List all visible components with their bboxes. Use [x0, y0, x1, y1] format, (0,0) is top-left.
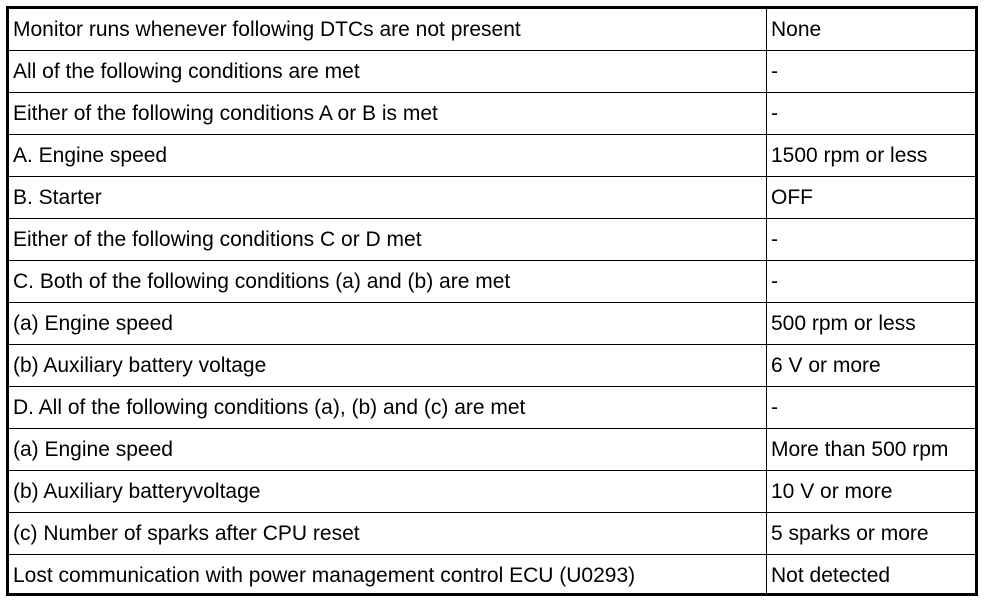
value-cell: -	[767, 261, 976, 303]
table-row	[9, 261, 975, 303]
value-cell: -	[767, 387, 976, 429]
value-cell: None	[767, 9, 976, 51]
condition-cell: Lost communication with power management control ECU (U0293)	[9, 555, 767, 597]
table-row	[9, 345, 975, 387]
value-cell: 500 rpm or less	[767, 303, 976, 345]
condition-cell: All of the following conditions are met	[9, 51, 767, 93]
condition-cell: Either of the following conditions C or D met	[9, 219, 767, 261]
table-row	[9, 9, 975, 51]
table-row	[9, 471, 975, 513]
condition-cell: C. Both of the following conditions (a) and (b) are met	[9, 261, 767, 303]
value-cell: -	[767, 51, 976, 93]
value-cell: 10 V or more	[767, 471, 976, 513]
table-row	[9, 387, 975, 429]
table-row	[9, 177, 975, 219]
table-row	[9, 429, 975, 471]
condition-cell: (a) Engine speed	[9, 429, 767, 471]
condition-cell: D. All of the following conditions (a), (b) and (c) are met	[9, 387, 767, 429]
table-row	[9, 303, 975, 345]
condition-cell: Either of the following conditions A or B is met	[9, 93, 767, 135]
value-cell: Not detected	[767, 555, 976, 597]
value-cell: 5 sparks or more	[767, 513, 976, 555]
table-row	[9, 513, 975, 555]
conditions-table-grid	[9, 9, 975, 596]
value-cell: -	[767, 219, 976, 261]
condition-cell: (c) Number of sparks after CPU reset	[9, 513, 767, 555]
value-cell: -	[767, 93, 976, 135]
table-row	[9, 135, 975, 177]
table-row	[9, 51, 975, 93]
value-cell: 6 V or more	[767, 345, 976, 387]
condition-cell: A. Engine speed	[9, 135, 767, 177]
table-row	[9, 93, 975, 135]
table-row	[9, 219, 975, 261]
condition-cell: Monitor runs whenever following DTCs are not present	[9, 9, 767, 51]
condition-cell: B. Starter	[9, 177, 767, 219]
condition-cell: (a) Engine speed	[9, 303, 767, 345]
condition-cell: (b) Auxiliary battery voltage	[9, 345, 767, 387]
value-cell: More than 500 rpm	[767, 429, 976, 471]
value-cell: OFF	[767, 177, 976, 219]
value-cell: 1500 rpm or less	[767, 135, 976, 177]
table-row	[9, 555, 975, 597]
condition-cell: (b) Auxiliary batteryvoltage	[9, 471, 767, 513]
monitor-conditions-table	[6, 6, 978, 596]
